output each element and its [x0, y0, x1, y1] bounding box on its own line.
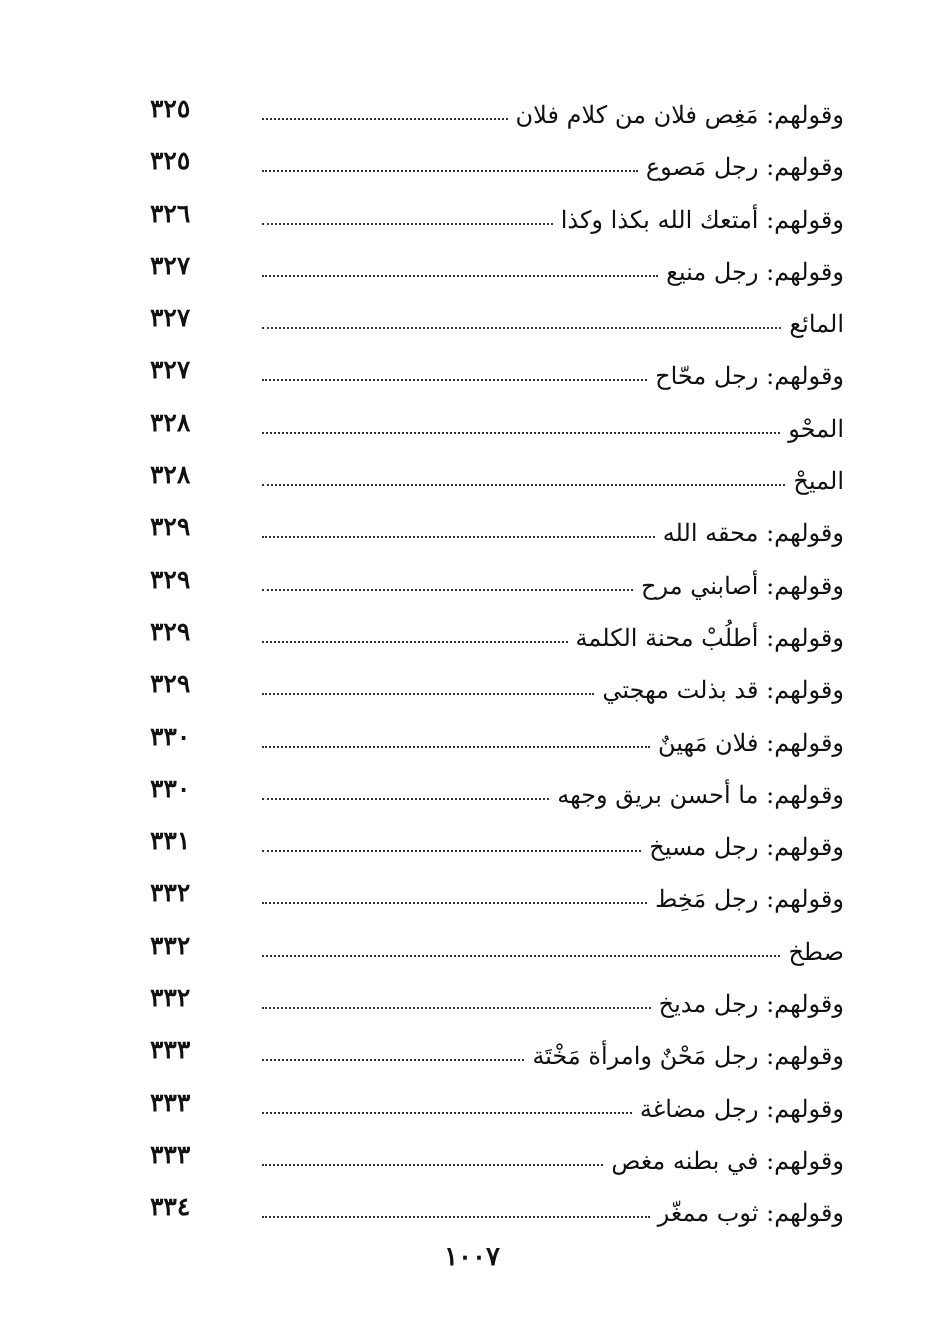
toc-leader — [262, 929, 844, 969]
toc-entry — [150, 557, 844, 609]
toc-entry — [150, 504, 844, 556]
dot-leader — [262, 1111, 632, 1114]
toc-leader — [262, 1086, 844, 1126]
toc-page-number: ٣٢٨ — [150, 407, 191, 437]
toc-page-number: ٣٣٤ — [150, 1192, 191, 1222]
toc-page-number: ٣٢٧ — [150, 355, 191, 385]
dot-leader — [262, 692, 594, 695]
dot-leader — [262, 954, 780, 957]
dot-leader — [262, 849, 641, 852]
toc-entry-title: وقولهم: أمتعك الله بكذا وكذا — [553, 203, 844, 237]
toc-entry — [150, 1080, 844, 1132]
toc-entry — [150, 870, 844, 922]
toc-leader — [262, 510, 844, 550]
toc-entry — [150, 1184, 844, 1236]
toc-entry-title: وقولهم: أطلُبْ محنة الكلمة — [568, 621, 844, 655]
toc-entry-title: وقولهم: رجل مَحْنٌ وامرأة مَخْتَة — [524, 1039, 844, 1073]
toc-entry-title: وقولهم: ما أحسن بريق وجهه — [549, 778, 844, 812]
toc-entry — [150, 609, 844, 661]
table-of-contents — [150, 86, 844, 1237]
toc-entry-title: المائع — [781, 307, 844, 341]
toc-page-number: ٣٣٢ — [150, 878, 191, 908]
toc-entry — [150, 138, 844, 190]
toc-page-number: ٣٢٧ — [150, 303, 191, 333]
toc-leader — [262, 1190, 844, 1230]
dot-leader — [262, 274, 658, 277]
toc-page-number: ٣٣٢ — [150, 983, 191, 1013]
dot-leader — [262, 326, 781, 329]
toc-leader — [262, 406, 844, 446]
toc-entry — [150, 714, 844, 766]
dot-leader — [262, 1215, 650, 1218]
toc-entry-title: وقولهم: رجل مديخ — [651, 987, 844, 1021]
dot-leader — [262, 535, 655, 538]
toc-leader — [262, 876, 844, 916]
dot-leader — [262, 483, 785, 486]
toc-page-number: ٣٢٩ — [150, 669, 191, 699]
toc-page-number: ٣٣٣ — [150, 1087, 191, 1117]
toc-leader — [262, 720, 844, 760]
dot-leader — [262, 588, 633, 591]
toc-page-number: ٣٣٠ — [150, 721, 191, 751]
toc-leader — [262, 301, 844, 341]
page-number: ١٠٠٧ — [444, 1242, 500, 1272]
toc-leader — [262, 1033, 844, 1073]
dot-leader — [262, 901, 647, 904]
dot-leader — [262, 1006, 651, 1009]
toc-entry-title: وقولهم: في بطنه مغص — [603, 1144, 844, 1178]
toc-page-number: ٣٢٨ — [150, 460, 191, 490]
toc-entry-title: وقولهم: أصابني مرح — [633, 569, 844, 603]
toc-entry-title: وقولهم: رجل مَصوع — [638, 150, 844, 184]
toc-leader — [262, 144, 844, 184]
toc-entry — [150, 347, 844, 399]
dot-leader — [262, 169, 638, 172]
toc-leader — [262, 772, 844, 812]
toc-entry-title: وقولهم: رجل محّاح — [647, 359, 844, 393]
dot-leader — [262, 222, 553, 225]
toc-leader — [262, 563, 844, 603]
toc-page-number: ٣٢٧ — [150, 250, 191, 280]
toc-leader — [262, 197, 844, 237]
toc-entry — [150, 1027, 844, 1079]
toc-entry-title: وقولهم: ثوب ممغّر — [650, 1196, 844, 1230]
toc-entry — [150, 923, 844, 975]
toc-entry — [150, 86, 844, 138]
dot-leader — [262, 1058, 524, 1061]
toc-page-number: ٣٢٥ — [150, 146, 191, 176]
toc-page-number: ٣٢٩ — [150, 512, 191, 542]
toc-entry-title: وقولهم: رجل مسيخ — [641, 830, 844, 864]
toc-page-number: ٣٢٩ — [150, 564, 191, 594]
toc-entry-title: وقولهم: قد بذلت مهجتي — [594, 673, 844, 707]
dot-leader — [262, 640, 568, 643]
toc-leader — [262, 1138, 844, 1178]
toc-leader — [262, 353, 844, 393]
toc-entry — [150, 1132, 844, 1184]
toc-entry-title: المحْو — [780, 412, 844, 446]
toc-page-number: ٣٣٢ — [150, 930, 191, 960]
toc-entry — [150, 452, 844, 504]
toc-page-number: ٣٣٠ — [150, 773, 191, 803]
dot-leader — [262, 117, 508, 120]
toc-page-number: ٣٢٦ — [150, 198, 191, 228]
dot-leader — [262, 745, 650, 748]
toc-entry-title: وقولهم: محقه الله — [655, 516, 844, 550]
toc-entry — [150, 818, 844, 870]
toc-entry — [150, 975, 844, 1027]
toc-entry-title: وقولهم: فلان مَهينٌ — [650, 726, 844, 760]
toc-page-number: ٣٣٣ — [150, 1139, 191, 1169]
dot-leader — [262, 378, 647, 381]
toc-leader — [262, 458, 844, 498]
toc-leader — [262, 92, 844, 132]
dot-leader — [262, 1163, 603, 1166]
toc-page-number: ٣٢٩ — [150, 616, 191, 646]
toc-entry — [150, 295, 844, 347]
toc-page-number: ٣٣١ — [150, 826, 191, 856]
toc-leader — [262, 615, 844, 655]
toc-entry-title: الميحْ — [785, 464, 844, 498]
dot-leader — [262, 797, 549, 800]
toc-entry — [150, 400, 844, 452]
dot-leader — [262, 431, 780, 434]
toc-leader — [262, 824, 844, 864]
toc-leader — [262, 667, 844, 707]
toc-entry — [150, 766, 844, 818]
toc-entry-title: وقولهم: رجل مَخِط — [647, 882, 844, 916]
toc-page-number: ٣٢٥ — [150, 94, 191, 123]
toc-leader — [262, 249, 844, 289]
toc-entry-title: وقولهم: رجل منيع — [658, 255, 844, 289]
toc-entry — [150, 243, 844, 295]
toc-entry-title: صطخ — [780, 935, 844, 969]
toc-entry-title: وقولهم: رجل مضاغة — [632, 1092, 844, 1126]
toc-page-number: ٣٣٣ — [150, 1035, 191, 1065]
toc-entry — [150, 191, 844, 243]
toc-leader — [262, 981, 844, 1021]
toc-entry-title: وقولهم: مَغِص فلان من كلام فلان — [508, 98, 844, 132]
toc-entry — [150, 661, 844, 713]
